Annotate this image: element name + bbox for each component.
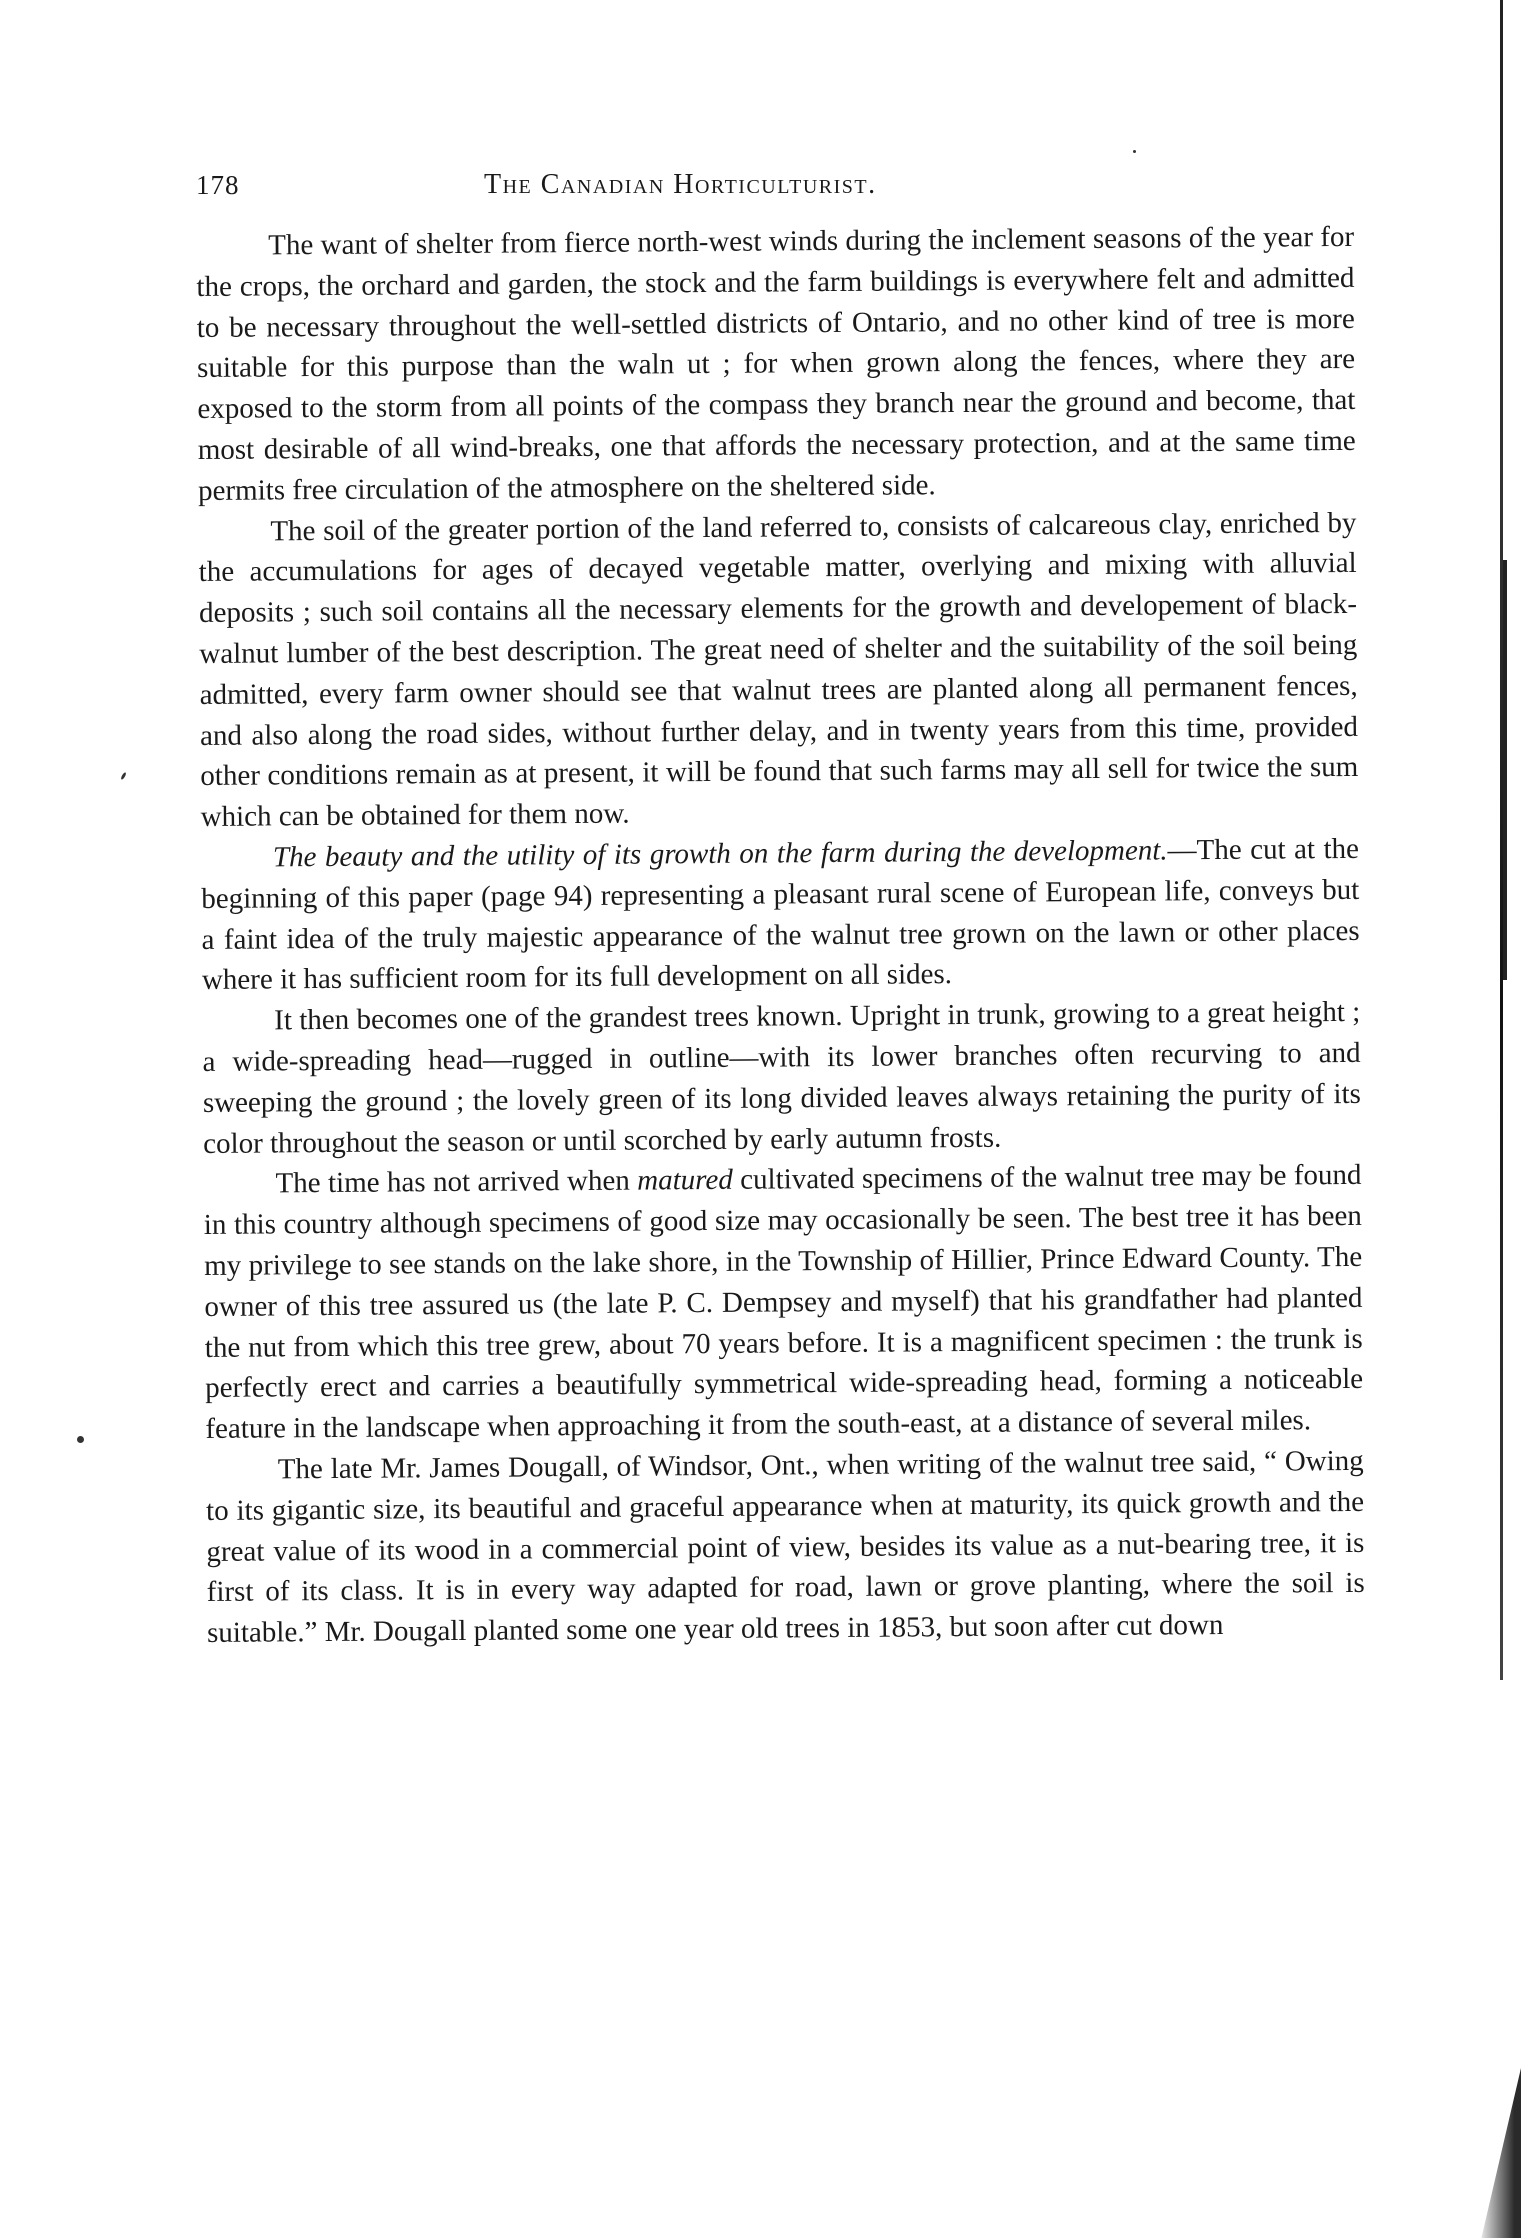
paragraph-grandest: [202, 992, 1361, 1164]
paragraph-text: The time has not arrived when: [275, 1164, 638, 1200]
paragraph-beauty: [201, 829, 1360, 1001]
article-body: [196, 217, 1365, 1654]
paragraph-specimens: [203, 1155, 1363, 1450]
page-header: [196, 165, 1334, 205]
paragraph-text: The soil of the greater portion of the land referred to, consists of calcareous clay, enriched by the accumulations for ages of decayed vegetable matter, overlying and mixing with alluvial deposits ; such soil contains all the necessary elements for the growth and developement of black-walnut lumber of the best description. The great need of shelter and the suitability of the soil being admitted, every farm owner should see that walnut trees are planted along all permanent fences, and also along the road sides, without further delay, and in twenty years from this time, provided other conditions remain as at present, it will be found that such farms may all sell for twice the sum which can be obtained for them now.: [198, 506, 1359, 834]
scan-speck: [1133, 150, 1136, 153]
paragraph-text: It then becomes one of the grandest trees known. Upright in trunk, growing to a great height ; a wide-spreading head—rugged in outline—with its lower branches often recurving to and sweeping the ground ; the lovely green of its long divided leaves always retaining the purity of its color throughout the season or until scorched by early autumn frosts.: [202, 996, 1361, 1160]
emphasis-word: matured: [637, 1164, 733, 1197]
paragraph-text: cultivated specimens of the walnut tree may be found in this country although specimens of good size may occasionally be seen. The best tree it has been my privilege to see stands on the lake shore, in the Township of Hillier, Prince Edward County. The owner of this tree assured us (the late P. C. Dempsey and myself) that his grandfather had planted the nut from which this tree grew, about 70 years before. It is a magnificent specimen : the trunk is perfectly erect and carries a beautifully symmetrical wide-spreading head, forming a noticeable feature in the landscape when approaching it from the south-east, at a distance of several miles.: [203, 1159, 1364, 1446]
page-corner-shadow: [1477, 2068, 1521, 2238]
paragraph-dougall: [206, 1441, 1366, 1654]
page-binding-edge-mark: [1503, 560, 1507, 980]
scan-speck: [120, 772, 127, 780]
paragraph-shelter: [196, 217, 1356, 512]
running-title: The Canadian Horticulturist.: [484, 169, 877, 200]
paragraph-text: The late Mr. James Dougall, of Windsor, Ont., when writing of the walnut tree said, “ Owing to its gigantic size, its beautiful and graceful appearance when at maturity, its quick growth and the great value of its wood in a commercial point of view, besides its value as a nut-bearing tree, it is first of its class. It is in every way adapted for road, lawn or grove planting, where the soil is suitable.” Mr. Dougall planted some one year old trees in 1853, but soon after cut down: [205, 1444, 1365, 1650]
page-number: 178: [196, 170, 240, 200]
paragraph-soil: [198, 502, 1359, 837]
paragraph-text: The want of shelter from fierce north-west winds during the inclement seasons of the year for the crops, the orchard and garden, the stock and the farm buildings is everywhere felt and admitted to be necessary throughout the well-settled districts of Ontario, and no other kind of tree is more suitable for this purpose than the waln ut ; for when grown along the fences, where they are exposed to the storm from all points of the compass they branch near the ground and become, that most desirable of all wind-breaks, one that affords the necessary protection, and at the same time permits free circulation of the atmosphere on the sheltered side.: [196, 220, 1356, 507]
section-heading-italic: The beauty and the utility of its growth on the farm during the development.: [272, 834, 1168, 874]
scan-speck: [77, 1436, 84, 1443]
paragraph-text: —The cut at the beginning of this paper (page 94) representing a pleasant rural scene of European life, conveys but a faint idea of the truly majestic appearance of the walnut tree grown on the lawn or other places where it has sufficient room for its full development on all sides.: [201, 832, 1360, 997]
